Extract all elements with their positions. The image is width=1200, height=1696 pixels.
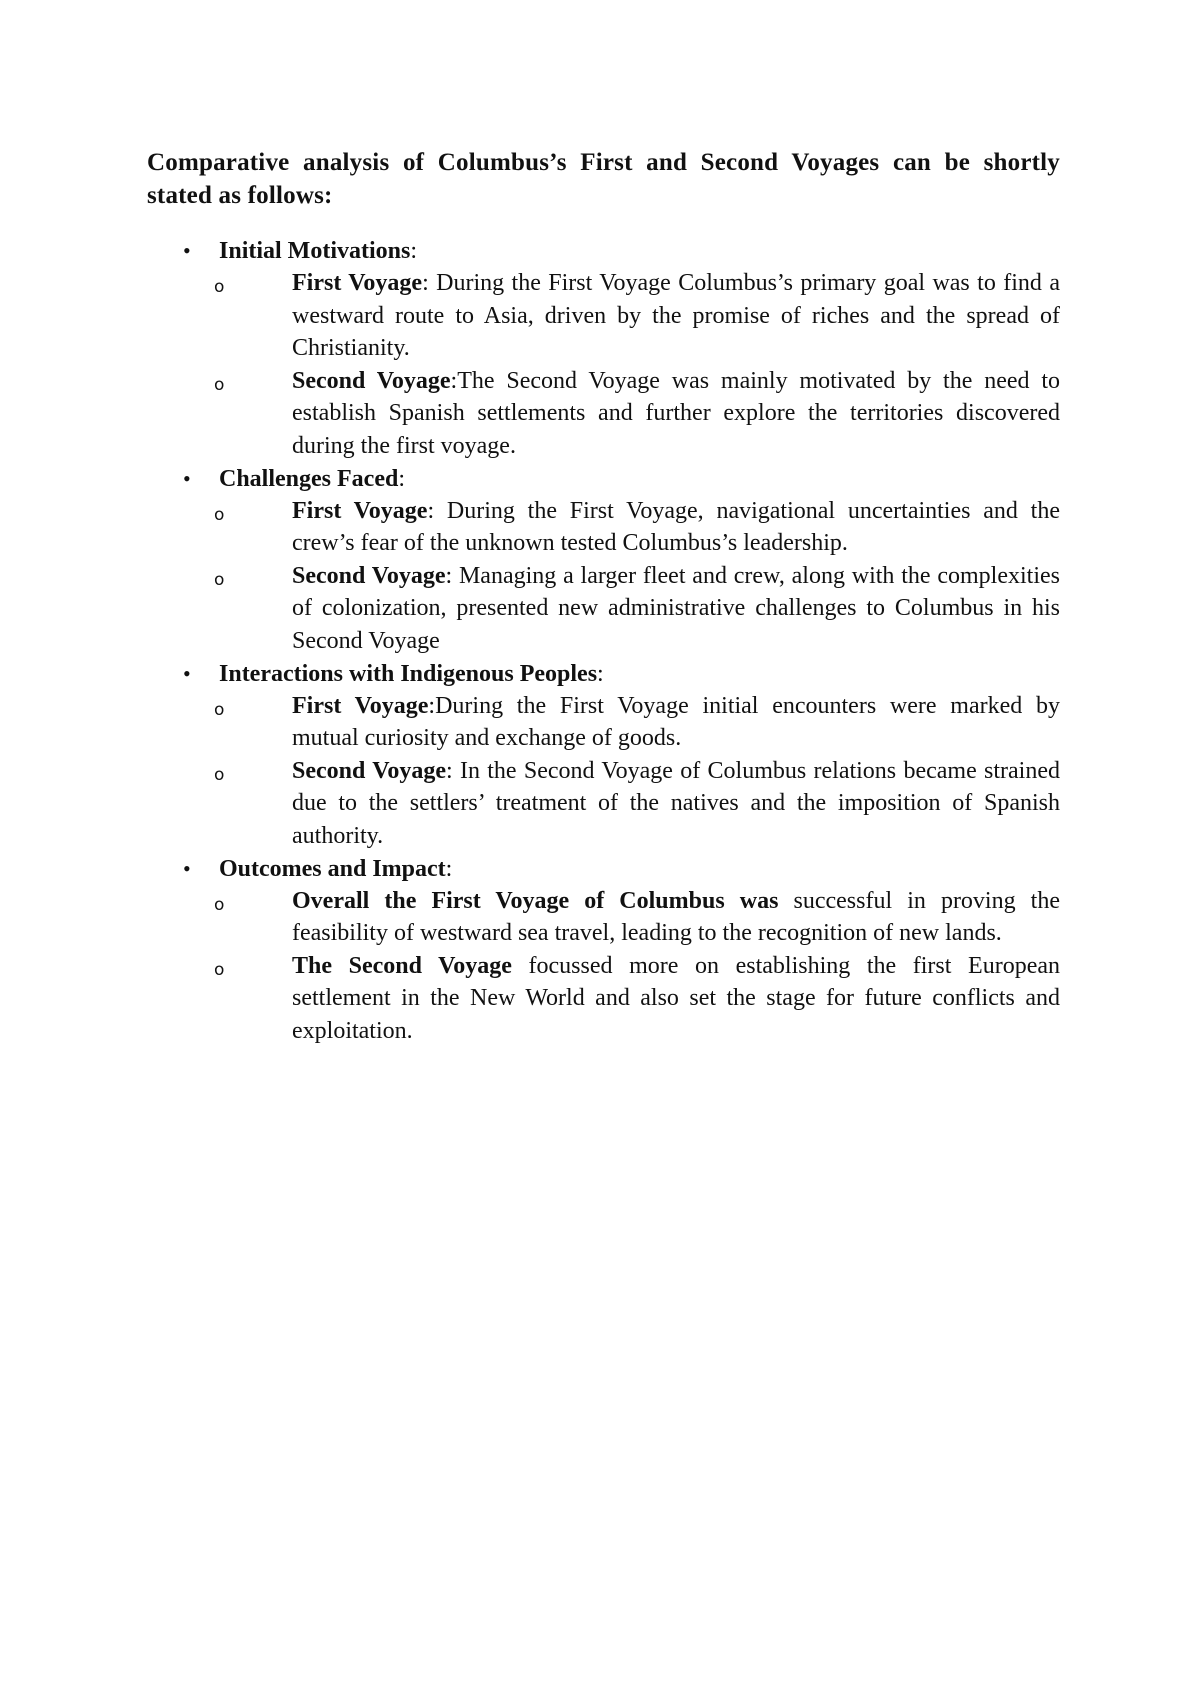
section-title-text: Outcomes and Impact	[219, 855, 446, 882]
list-item	[214, 365, 1060, 463]
item-text	[292, 365, 1060, 463]
section-challenges-faced	[147, 463, 1060, 658]
item-body: : During the First Voyage, navigational uncertainties and the crew’s fear of the unknown tested Columbus’s leadership.	[292, 497, 1060, 557]
section-title-suffix: :	[398, 465, 405, 492]
section-outcomes-impact	[147, 853, 1060, 1048]
list-item	[214, 560, 1060, 658]
item-text	[292, 690, 1060, 755]
item-body: : Managing a larger fleet and crew, along with the complexities of colonization, presented new administrative challenges to Columbus in his Second Voyage	[292, 562, 1060, 654]
section-title	[219, 235, 1060, 267]
item-label: Second Voyage	[292, 757, 446, 784]
item-text	[292, 495, 1060, 560]
sub-bullet-icon: o	[214, 374, 225, 395]
item-label: Second Voyage	[292, 562, 446, 589]
item-label: Overall the First Voyage of Columbus was	[292, 887, 779, 914]
sub-bullet-icon: o	[214, 959, 225, 980]
subitem-list	[214, 495, 1060, 658]
subitem-list	[214, 267, 1060, 463]
item-body: : During the First Voyage Columbus’s primary goal was to find a westward route to Asia, driven by the promise of riches and the spread of Christianity.	[292, 270, 1060, 362]
section-title-suffix: :	[597, 660, 604, 687]
sub-bullet-icon: o	[214, 894, 225, 915]
bullet-icon: •	[183, 238, 191, 263]
item-text	[292, 755, 1060, 853]
section-title	[219, 853, 1060, 885]
sub-bullet-icon: o	[214, 699, 225, 720]
item-text	[292, 950, 1060, 1048]
item-label: First Voyage	[292, 692, 429, 719]
item-label: First Voyage	[292, 497, 428, 524]
sub-bullet-icon: o	[214, 277, 225, 297]
section-title-text: Initial Motivations	[219, 238, 411, 264]
bullet-icon: •	[183, 465, 191, 491]
bullet-icon: •	[183, 855, 191, 881]
item-text	[292, 560, 1060, 658]
section-title	[219, 463, 1060, 495]
item-body: successful in proving the feasibility of westward sea travel, leading to the recognition of new lands.	[292, 887, 1060, 947]
item-text	[292, 267, 1060, 365]
section-list	[147, 235, 1060, 1047]
subitem-list	[214, 885, 1060, 1048]
list-item	[214, 690, 1060, 755]
section-title-suffix: :	[410, 238, 418, 264]
item-text	[292, 885, 1060, 950]
section-title-text: Interactions with Indigenous Peoples	[219, 660, 598, 687]
section-title-suffix: :	[445, 855, 453, 882]
subitem-list	[214, 690, 1060, 853]
section-initial-motivations	[147, 235, 1060, 463]
document-content	[147, 146, 1060, 1047]
item-body: focussed more on establishing the first European settlement in the New World and also set the stage for future conflicts and exploitation.	[292, 952, 1060, 1044]
bullet-icon: •	[183, 660, 191, 686]
item-body: :During the First Voyage initial encounters were marked by mutual curiosity and exchange of goods.	[292, 692, 1060, 752]
item-body: :The Second Voyage was mainly motivated by the need to establish Spanish settlements and further explore the territories discovered during the first voyage.	[292, 367, 1060, 459]
sub-bullet-icon: o	[214, 569, 225, 590]
list-item	[214, 885, 1060, 950]
section-title-text: Challenges Faced	[219, 465, 399, 492]
sub-bullet-icon: o	[214, 764, 225, 785]
section-title	[219, 658, 1060, 690]
list-item	[214, 495, 1060, 560]
section-interactions	[147, 658, 1060, 853]
page-heading: Comparative analysis of Columbus’s First and Second Voyages can be shortly stated as follows:	[147, 149, 1060, 209]
item-label: First Voyage	[292, 270, 423, 296]
list-item	[214, 950, 1060, 1048]
item-body: : In the Second Voyage of Columbus relations became strained due to the settlers’ treatment of the natives and the imposition of Spanish authority.	[292, 757, 1060, 849]
list-item	[214, 755, 1060, 853]
list-item	[214, 267, 1060, 365]
item-label: The Second Voyage	[292, 952, 512, 979]
item-label: Second Voyage	[292, 367, 451, 394]
sub-bullet-icon: o	[214, 504, 225, 525]
